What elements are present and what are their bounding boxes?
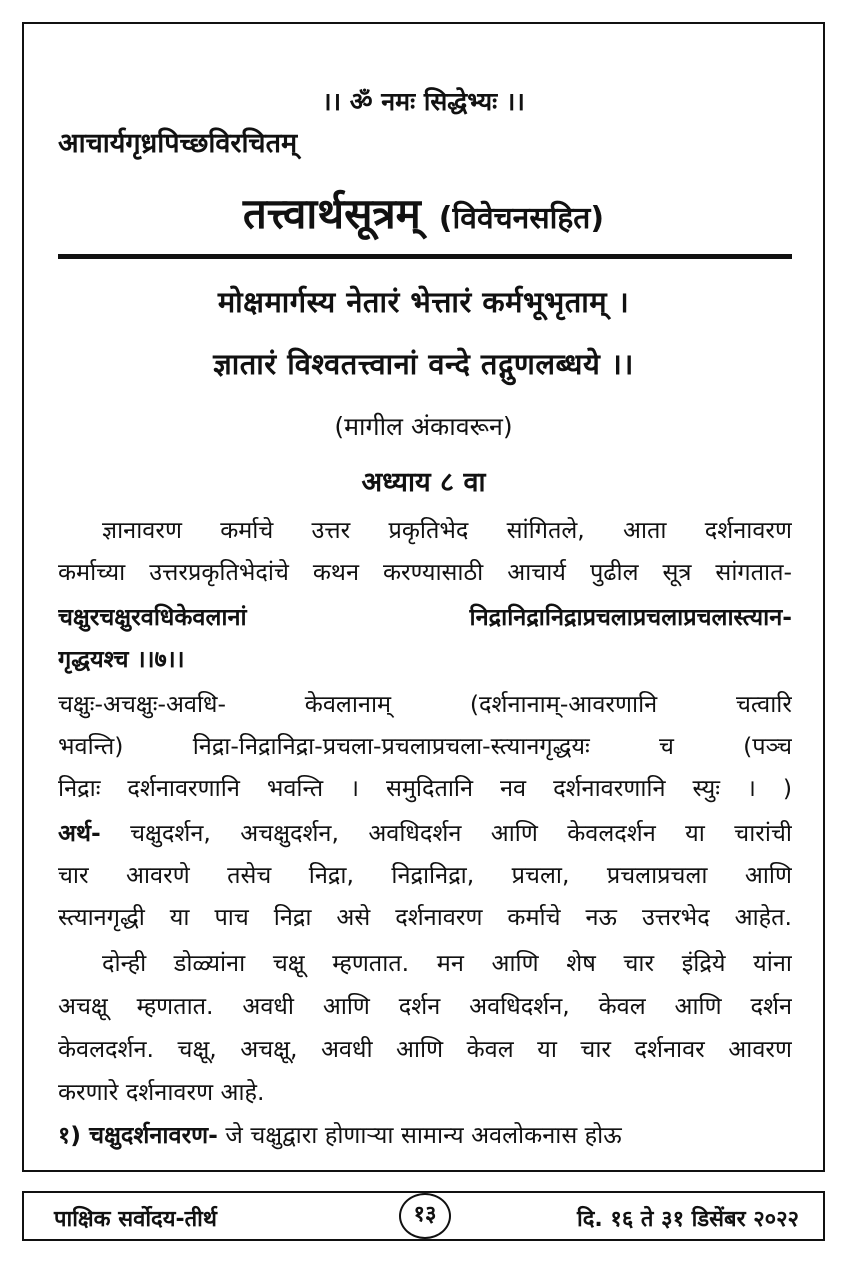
meaning-line-2: चार आवरणे तसेच निद्रा, निद्रानिद्रा, प्रचला, प्रचलाप्रचला आणि — [58, 861, 792, 889]
issue-date: दि. १६ ते ३१ डिसेंबर २०२२ — [577, 1207, 799, 1232]
page-frame — [22, 22, 825, 1172]
point-1-label: १) चक्षुदर्शनावरण- — [58, 1121, 218, 1149]
gloss-line-1: चक्षुः-अचक्षुः-अवधि- केवलानाम् (दर्शनानाम्-आवरणानि चत्वारि — [58, 690, 792, 718]
invocation: ।। ॐ नमः सिद्धेभ्यः ।। — [322, 87, 525, 116]
point-1-line — [58, 1114, 792, 1156]
para-line-1: दोन्ही डोळ्यांना चक्षू म्हणतात. मन आणि शेष चार इंद्रिये यांना — [102, 949, 792, 977]
sutra-line-2: गृद्धयश्च ।।७।। — [58, 645, 185, 673]
para-line-3: केवलदर्शन. चक्षू, अचक्षू, अवधी आणि केवल या चार दर्शनावर आवरण — [58, 1035, 792, 1063]
author-line: आचार्यगृध्रपिच्छविरचितम् — [58, 128, 298, 159]
verse-line-1: मोक्षमार्गस्य नेतारं भेत्तारं कर्मभूभृताम् । — [217, 285, 630, 319]
footer — [22, 1191, 825, 1241]
intro-line-2: कर्माच्या उत्तरप्रकृतिभेदांचे कथन करण्यासाठी आचार्य पुढील सूत्र सांगतात- — [58, 558, 792, 586]
meaning-line-3: स्त्यानगृद्धी या पाच निद्रा असे दर्शनावरण कर्माचे नऊ उत्तरभेद आहेत. — [58, 903, 792, 931]
meaning-line-1 — [58, 812, 792, 854]
title-row — [24, 184, 823, 241]
intro-line-1: ज्ञानावरण कर्माचे उत्तर प्रकृतिभेद सांगितले, आता दर्शनावरण — [102, 516, 792, 544]
sutra-line-1: चक्षुरचक्षुरवधिकेवलानां निद्रानिद्रानिद्राप्रचलाप्रचलाप्रचलास्त्यान- — [58, 603, 792, 631]
meaning-label: अर्थ- — [58, 819, 101, 847]
page-title: तत्त्वार्थसूत्रम् — [242, 189, 421, 238]
title-divider — [58, 254, 792, 259]
continued-note: (मागील अंकावरून) — [334, 412, 513, 441]
para-line-4: करणारे दर्शनावरण आहे. — [58, 1078, 265, 1106]
publication-name: पाक्षिक सर्वोदय-तीर्थ — [54, 1207, 217, 1232]
title-note: (विवेचनसहित) — [438, 201, 605, 236]
page-number: १३ — [399, 1193, 451, 1239]
meaning-text: चक्षुदर्शन, अचक्षुदर्शन, अवधिदर्शन आणि केवलदर्शन या चारांची — [130, 819, 792, 847]
para-line-2: अचक्षू म्हणतात. अवधी आणि दर्शन अवधिदर्शन, केवल आणि दर्शन — [58, 992, 792, 1020]
verse-line-2: ज्ञातारं विश्वतत्त्वानां वन्दे तद्गुणलब्धये ।। — [213, 347, 634, 381]
gloss-line-2: भवन्ति) निद्रा-निद्रानिद्रा-प्रचला-प्रचलाप्रचला-स्त्यानगृद्धयः च (पञ्च — [58, 732, 792, 760]
chapter-heading: अध्याय ८ वा — [361, 467, 486, 498]
point-1-text: जे चक्षुद्वारा होणाऱ्या सामान्य अवलोकनास होऊ — [225, 1121, 622, 1149]
gloss-line-3: निद्राः दर्शनावरणानि भवन्ति । समुदितानि नव दर्शनावरणानि स्युः । ) — [58, 774, 792, 802]
